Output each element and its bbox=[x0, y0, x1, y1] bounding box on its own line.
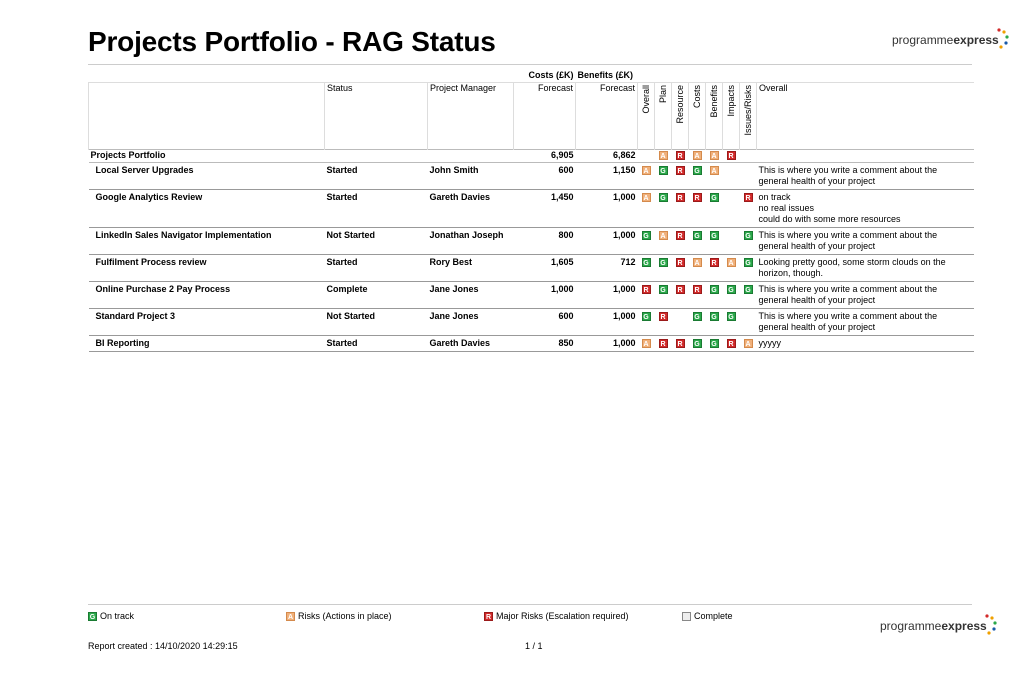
project-row bbox=[89, 163, 974, 190]
name-header bbox=[89, 83, 325, 150]
logo-text-1: programme bbox=[880, 619, 942, 633]
project-comment bbox=[757, 163, 974, 190]
project-row bbox=[89, 309, 974, 336]
project-costs: 800 bbox=[514, 228, 576, 255]
green-status-icon: G bbox=[711, 314, 717, 321]
project-comment bbox=[757, 282, 974, 309]
manager-header: Project Manager bbox=[428, 83, 514, 150]
red-status-icon: R bbox=[677, 195, 683, 202]
red-status-icon: R bbox=[485, 613, 492, 621]
rag-cell bbox=[689, 163, 706, 190]
project-benefits: 1,000 bbox=[576, 336, 638, 352]
rag-cell bbox=[723, 336, 740, 352]
comment-line: no real issues bbox=[758, 203, 815, 213]
red-status-icon: R bbox=[694, 287, 700, 294]
rag-cell bbox=[689, 336, 706, 352]
project-name: Online Purchase 2 Pay Process bbox=[89, 282, 325, 309]
logo-dots-icon bbox=[983, 613, 997, 637]
project-status: Started bbox=[325, 190, 428, 228]
overall-comment-header: Overall bbox=[757, 83, 974, 150]
amber-status-icon: A bbox=[711, 153, 717, 160]
project-benefits: 1,000 bbox=[576, 190, 638, 228]
comment-line: yyyyy bbox=[758, 338, 781, 348]
rag-cell bbox=[689, 190, 706, 228]
project-status: Started bbox=[325, 163, 428, 190]
rag-cell bbox=[672, 163, 689, 190]
rag-cell bbox=[740, 228, 757, 255]
green-status-icon: G bbox=[745, 233, 751, 240]
rag-header-costs: Costs bbox=[689, 83, 706, 150]
amber-status-icon: A bbox=[643, 195, 649, 202]
project-manager: Jonathan Joseph bbox=[428, 228, 514, 255]
project-costs: 850 bbox=[514, 336, 576, 352]
rag-cell bbox=[655, 163, 672, 190]
rag-cell bbox=[706, 336, 723, 352]
project-status: Complete bbox=[325, 282, 428, 309]
comment-line: This is where you write a comment about the bbox=[758, 284, 938, 294]
rag-cell bbox=[689, 150, 706, 163]
green-status-icon: G bbox=[728, 287, 734, 294]
project-name: Local Server Upgrades bbox=[89, 163, 325, 190]
portfolio-benefits: 6,862 bbox=[576, 150, 638, 163]
comment-line: general health of your project bbox=[758, 241, 876, 251]
rag-cell bbox=[723, 150, 740, 163]
rag-cell bbox=[655, 190, 672, 228]
comment-line: Looking pretty good, some storm clouds on the bbox=[758, 257, 946, 267]
rag-header-resource: Resource bbox=[672, 83, 689, 150]
green-status-icon: G bbox=[745, 287, 751, 294]
comment-line: This is where you write a comment about the bbox=[758, 165, 938, 175]
rag-cell bbox=[723, 163, 740, 190]
red-status-icon: R bbox=[677, 341, 683, 348]
rag-cell bbox=[740, 190, 757, 228]
legend-label: Complete bbox=[694, 611, 733, 621]
project-benefits: 1,000 bbox=[576, 282, 638, 309]
rag-cell bbox=[723, 228, 740, 255]
project-costs: 600 bbox=[514, 163, 576, 190]
green-status-icon: G bbox=[694, 314, 700, 321]
red-status-icon: R bbox=[660, 341, 666, 348]
rag-header-impacts: Impacts bbox=[723, 83, 740, 150]
header-row bbox=[89, 83, 974, 150]
project-benefits: 712 bbox=[576, 255, 638, 282]
comment-line: general health of your project bbox=[758, 295, 876, 305]
green-status-icon: G bbox=[660, 287, 666, 294]
project-status: Started bbox=[325, 255, 428, 282]
project-manager: Rory Best bbox=[428, 255, 514, 282]
rag-cell bbox=[689, 255, 706, 282]
project-benefits: 1,000 bbox=[576, 228, 638, 255]
project-status: Not Started bbox=[325, 309, 428, 336]
rag-cell bbox=[655, 228, 672, 255]
rag-cell bbox=[655, 255, 672, 282]
red-status-icon: R bbox=[660, 314, 666, 321]
green-status-icon: G bbox=[711, 233, 717, 240]
green-status-icon: G bbox=[728, 314, 734, 321]
rag-cell bbox=[706, 255, 723, 282]
comment-line: general health of your project bbox=[758, 322, 876, 332]
rag-cell bbox=[689, 282, 706, 309]
project-costs: 1,000 bbox=[514, 282, 576, 309]
red-status-icon: R bbox=[677, 287, 683, 294]
rag-cell bbox=[638, 228, 655, 255]
comment-line: This is where you write a comment about the bbox=[758, 230, 938, 240]
rag-cell bbox=[706, 163, 723, 190]
green-status-icon: G bbox=[643, 233, 649, 240]
project-comment bbox=[757, 255, 974, 282]
comment-line: on track bbox=[758, 192, 791, 202]
page-number: 1 / 1 bbox=[525, 641, 543, 651]
amber-status-icon: A bbox=[660, 153, 666, 160]
project-comment bbox=[757, 336, 974, 352]
green-status-icon: G bbox=[711, 287, 717, 294]
red-status-icon: R bbox=[694, 195, 700, 202]
green-status-icon: G bbox=[694, 341, 700, 348]
rag-cell bbox=[638, 255, 655, 282]
rag-cell bbox=[723, 255, 740, 282]
rag-cell bbox=[638, 282, 655, 309]
project-costs: 600 bbox=[514, 309, 576, 336]
rag-header-benefits: Benefits bbox=[706, 83, 723, 150]
legend-complete bbox=[682, 611, 733, 621]
rag-cell bbox=[655, 309, 672, 336]
project-status: Not Started bbox=[325, 228, 428, 255]
comment-line: general health of your project bbox=[758, 176, 876, 186]
green-status-icon: G bbox=[694, 168, 700, 175]
green-status-icon: G bbox=[89, 613, 96, 621]
rag-cell bbox=[706, 228, 723, 255]
comment-line: horizon, though. bbox=[758, 268, 824, 278]
green-status-icon: G bbox=[643, 260, 649, 267]
amber-status-icon: A bbox=[745, 341, 751, 348]
rag-header-overall: Overall bbox=[638, 83, 655, 150]
red-status-icon: R bbox=[728, 153, 734, 160]
portfolio-name: Projects Portfolio bbox=[89, 150, 325, 163]
rag-cell bbox=[706, 282, 723, 309]
project-manager: Gareth Davies bbox=[428, 336, 514, 352]
amber-status-icon: A bbox=[711, 168, 717, 175]
red-status-icon: R bbox=[677, 260, 683, 267]
programmeexpress-logo-footer bbox=[880, 619, 987, 633]
red-status-icon: R bbox=[677, 153, 683, 160]
report-title: Projects Portfolio - RAG Status bbox=[88, 26, 496, 57]
green-status-icon: G bbox=[660, 168, 666, 175]
costs-forecast-header: Forecast bbox=[514, 83, 576, 150]
legend-major-risks bbox=[484, 611, 629, 621]
rag-cell bbox=[723, 309, 740, 336]
amber-status-icon: A bbox=[728, 260, 734, 267]
green-status-icon: G bbox=[711, 341, 717, 348]
project-comment bbox=[757, 190, 974, 228]
amber-status-icon: A bbox=[643, 168, 649, 175]
legend-risks bbox=[286, 611, 392, 621]
rag-status-table bbox=[88, 70, 974, 352]
project-benefits: 1,000 bbox=[576, 309, 638, 336]
rag-cell bbox=[638, 309, 655, 336]
project-row bbox=[89, 255, 974, 282]
programmeexpress-logo bbox=[892, 33, 999, 47]
rag-cell bbox=[638, 190, 655, 228]
rag-cell bbox=[638, 163, 655, 190]
complete-status-icon bbox=[682, 612, 691, 621]
project-name: Fulfilment Process review bbox=[89, 255, 325, 282]
green-status-icon: G bbox=[660, 260, 666, 267]
rag-cell bbox=[740, 163, 757, 190]
status-header: Status bbox=[325, 83, 428, 150]
rag-cell bbox=[672, 255, 689, 282]
green-status-icon: G bbox=[660, 195, 666, 202]
rag-cell bbox=[655, 336, 672, 352]
green-status-icon: G bbox=[694, 233, 700, 240]
rag-cell bbox=[706, 309, 723, 336]
project-row bbox=[89, 190, 974, 228]
project-costs: 1,605 bbox=[514, 255, 576, 282]
rag-cell bbox=[672, 228, 689, 255]
logo-dots-icon bbox=[995, 27, 1009, 51]
project-row bbox=[89, 282, 974, 309]
rag-cell bbox=[740, 255, 757, 282]
amber-status-icon: A bbox=[643, 341, 649, 348]
red-status-icon: R bbox=[677, 233, 683, 240]
red-status-icon: R bbox=[643, 287, 649, 294]
rag-cell bbox=[655, 282, 672, 309]
amber-status-icon: A bbox=[287, 613, 294, 621]
logo-text-2: express bbox=[953, 33, 999, 47]
rag-cell bbox=[740, 309, 757, 336]
green-status-icon: G bbox=[643, 314, 649, 321]
portfolio-costs: 6,905 bbox=[514, 150, 576, 163]
project-name: Google Analytics Review bbox=[89, 190, 325, 228]
rag-cell bbox=[655, 150, 672, 163]
green-status-icon: G bbox=[745, 260, 751, 267]
project-name: Standard Project 3 bbox=[89, 309, 325, 336]
title-divider bbox=[88, 64, 972, 65]
costs-group-header: Costs (£K) bbox=[528, 70, 574, 80]
rag-header-plan: Plan bbox=[655, 83, 672, 150]
rag-cell bbox=[672, 150, 689, 163]
rag-cell bbox=[723, 190, 740, 228]
rag-header-issues-risks: Issues/Risks bbox=[740, 83, 757, 150]
legend-label: Risks (Actions in place) bbox=[298, 611, 392, 621]
red-status-icon: R bbox=[677, 168, 683, 175]
benefits-group-header: Benefits (£K) bbox=[577, 70, 634, 80]
project-comment bbox=[757, 309, 974, 336]
rag-cell bbox=[740, 150, 757, 163]
report-created: Report created : 14/10/2020 14:29:15 bbox=[88, 641, 238, 651]
rag-cell bbox=[672, 190, 689, 228]
amber-status-icon: A bbox=[694, 153, 700, 160]
project-manager: Jane Jones bbox=[428, 309, 514, 336]
red-status-icon: R bbox=[711, 260, 717, 267]
legend-on-track bbox=[88, 611, 134, 621]
rag-cell bbox=[740, 282, 757, 309]
legend-label: On track bbox=[100, 611, 135, 621]
project-manager: Gareth Davies bbox=[428, 190, 514, 228]
rag-cell bbox=[706, 150, 723, 163]
logo-text-2: express bbox=[941, 619, 987, 633]
comment-line: could do with some more resources bbox=[758, 214, 901, 224]
red-status-icon: R bbox=[745, 195, 751, 202]
red-status-icon: R bbox=[728, 341, 734, 348]
header-group-row bbox=[89, 70, 974, 83]
rag-cell bbox=[723, 282, 740, 309]
rag-cell bbox=[706, 190, 723, 228]
project-status: Started bbox=[325, 336, 428, 352]
legend-label: Major Risks (Escalation required) bbox=[496, 611, 629, 621]
rag-cell bbox=[638, 336, 655, 352]
portfolio-summary-row bbox=[89, 150, 974, 163]
benefits-forecast-header: Forecast bbox=[576, 83, 638, 150]
comment-line: This is where you write a comment about the bbox=[758, 311, 938, 321]
project-name: LinkedIn Sales Navigator Implementation bbox=[89, 228, 325, 255]
rag-cell bbox=[672, 309, 689, 336]
rag-cell bbox=[672, 336, 689, 352]
rag-cell bbox=[638, 150, 655, 163]
green-status-icon: G bbox=[711, 195, 717, 202]
project-row bbox=[89, 336, 974, 352]
logo-text-1: programme bbox=[892, 33, 954, 47]
project-row bbox=[89, 228, 974, 255]
project-comment bbox=[757, 228, 974, 255]
rag-cell bbox=[689, 309, 706, 336]
rag-cell bbox=[672, 282, 689, 309]
rag-cell bbox=[740, 336, 757, 352]
project-name: BI Reporting bbox=[89, 336, 325, 352]
project-manager: Jane Jones bbox=[428, 282, 514, 309]
project-manager: John Smith bbox=[428, 163, 514, 190]
footer-divider bbox=[88, 604, 972, 605]
amber-status-icon: A bbox=[694, 260, 700, 267]
project-benefits: 1,150 bbox=[576, 163, 638, 190]
amber-status-icon: A bbox=[660, 233, 666, 240]
rag-cell bbox=[689, 228, 706, 255]
project-costs: 1,450 bbox=[514, 190, 576, 228]
